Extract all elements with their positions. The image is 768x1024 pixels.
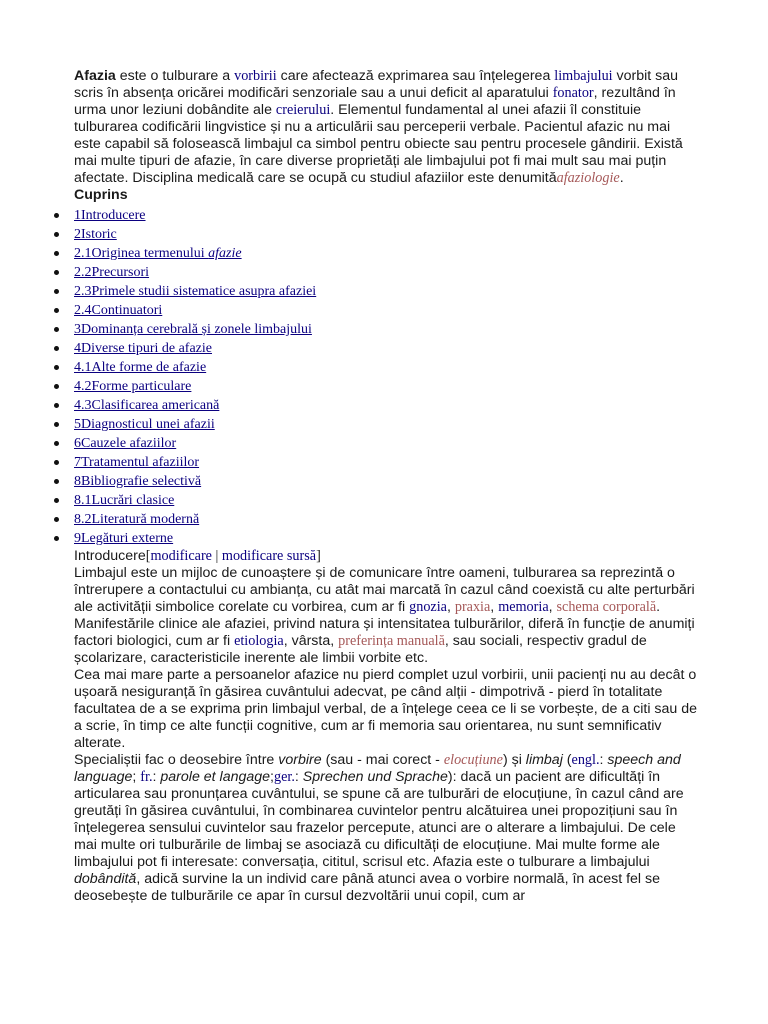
toc-link[interactable] — [74, 474, 201, 489]
toc-item — [74, 529, 698, 548]
text-run: (sau - mai corect - — [321, 752, 444, 768]
link-elocutiune[interactable]: elocuțiune — [443, 752, 503, 768]
toc-link-label: 8.1Lucrări clasice — [74, 493, 175, 508]
edit-bracket: ] — [316, 548, 321, 564]
text-run: Specialiștii fac o deosebire între — [74, 752, 279, 768]
toc-link[interactable] — [74, 360, 206, 375]
bullet-icon — [54, 213, 59, 218]
text-run: . Elementul fundamental al unei afazii îl constituie tulburarea codificării lingvistice și nu a articulării sau perceperii verbale. Pacientul afazic nu mai este capabil să folosească limbajul ca simbol pentru obiecte sau pentru procesele gândirii. Există mai multe tipuri de afazie, în care diverse proprietăți ale limbajului pot fi mai mult sau mai puțin afectate. Disciplina medicală care se ocupă cu studiul afaziilor este denumită — [74, 102, 683, 186]
toc-item — [74, 282, 698, 301]
text-run: vorbit sau scris în absența oricărei modificări senzoriale sau a unui deficit al aparatului — [74, 68, 679, 101]
toc-link-label: 3Dominanța cerebrală și zonele limbajului — [74, 322, 312, 337]
toc-link-label: 4.2Forme particulare — [74, 379, 192, 394]
link-schema-corporala[interactable]: schema corporală — [556, 599, 657, 615]
link-memoria[interactable]: memoria — [498, 599, 549, 615]
toc-link[interactable] — [74, 322, 312, 337]
section-heading-introducere — [74, 548, 698, 565]
toc-link-label: 2.3Primele studii sistematice asupra afaziei — [74, 284, 317, 299]
link-engl[interactable]: engl. — [571, 752, 600, 768]
link-vorbirii[interactable]: vorbirii — [234, 68, 277, 84]
article-body — [74, 68, 698, 905]
toc-link[interactable] — [74, 512, 199, 527]
text-run: care afectează exprimarea sau înțelegerea — [276, 68, 555, 84]
toc-link[interactable] — [74, 417, 215, 432]
bullet-icon — [54, 460, 59, 465]
toc-item — [74, 301, 698, 320]
toc-link[interactable] — [74, 379, 191, 394]
toc-link-label: 9Legături externe — [74, 531, 174, 546]
italic-term: dobândită — [74, 871, 137, 887]
link-afaziologie[interactable]: afaziologie — [556, 170, 620, 186]
toc-link-label: 2Istoric — [74, 227, 117, 242]
text-run: . — [619, 170, 624, 186]
toc-item — [74, 320, 698, 339]
link-fonator[interactable]: fonator — [552, 85, 594, 101]
italic-term: Sprechen und Sprache — [302, 769, 448, 785]
text-run: , rezultând în urma unor leziuni dobândite ale — [74, 85, 676, 118]
bullet-icon — [54, 365, 59, 370]
toc-link-label: 4Diverse tipuri de afazie — [74, 341, 212, 356]
text-run: ( — [562, 752, 572, 768]
text-run: : — [294, 769, 303, 785]
toc-link[interactable] — [74, 493, 174, 508]
toc-item — [74, 225, 698, 244]
link-gnozia[interactable]: gnozia — [409, 599, 447, 615]
text-run: , — [446, 599, 455, 615]
table-of-contents — [74, 206, 698, 548]
toc-link-label: 2.2Precursori — [74, 265, 150, 280]
toc-item — [74, 510, 698, 529]
intro-paragraph-2: Cea mai mare parte a persoanelor afazice nu pierd complet uzul vorbirii, unii pacienți nu au decât o ușoară nesiguranță în găsirea cuvântului adecvat, pe când alții - dimpotrivă - pierd în totalitate facultatea de a se exprima prin limbajul verbal, de a înțelege ceea ce li se vorbește, de a citi sau de a scrie, în timp ce alte funcții cognitive, cum ar fi memoria sau orientarea, nu sunt semnificativ alterate. — [74, 667, 698, 751]
text-run: : — [599, 752, 608, 768]
intro-paragraph-1 — [74, 565, 698, 667]
toc-link-label: 2.4Continuatori — [74, 303, 163, 318]
toc-link[interactable] — [74, 455, 199, 470]
toc-link-label: 4.3Clasificarea americană — [74, 398, 220, 413]
text-run: , adică survine la un individ care până atunci avea o vorbire normală, în acest fel se deosebește de tulburările ce apar în cursul dezvoltării unui copil, cum ar — [74, 871, 660, 904]
bullet-icon — [54, 384, 59, 389]
toc-item — [74, 491, 698, 510]
toc-link[interactable] — [74, 303, 162, 318]
bullet-icon — [54, 251, 59, 256]
edit-source-link[interactable]: modificare sursă — [221, 548, 317, 564]
intro-paragraph-3 — [74, 752, 698, 905]
bullet-icon — [54, 403, 59, 408]
text-run: : — [152, 769, 161, 785]
toc-link-label: 2.1Originea termenului — [74, 246, 209, 261]
toc-link[interactable] — [74, 284, 316, 299]
text-run: ): dacă un pacient are dificultăți în articularea sau pronunțarea cuvântului, se spune că are tulburări de elocuțiune, în cazul când are greutăți în găsirea cuvântului, în combinarea cuvintelor pentru alcătuirea unei propozițiuni sau în înțelegerea sensului cuvintelor sau frazelor percepute, atunci are o alterare a limbajului. De cele mai multe ori tulburările de limbaj se asociază cu dificultăți de elocuțiune. Mai multe forme ale limbajului pot fi interesate: conversația, cititul, scrisul etc. Afazia este o tulburare a limbajului — [74, 769, 684, 870]
text-run: ) și — [502, 752, 526, 768]
toc-item — [74, 206, 698, 225]
bullet-icon — [54, 536, 59, 541]
toc-item — [74, 415, 698, 434]
link-praxia[interactable]: praxia — [454, 599, 491, 615]
italic-term: vorbire — [278, 752, 322, 768]
link-creierului[interactable]: creierului — [275, 102, 331, 118]
toc-link[interactable] — [74, 208, 146, 223]
bullet-icon — [54, 441, 59, 446]
toc-link[interactable] — [74, 246, 242, 261]
toc-link[interactable] — [74, 436, 176, 451]
edit-link[interactable]: modificare — [150, 548, 212, 564]
toc-link-label: 7Tratamentul afaziilor — [74, 455, 200, 470]
link-etiologia[interactable]: etiologia — [234, 633, 284, 649]
link-ger[interactable]: ger. — [274, 769, 295, 785]
toc-link-label: 4.1Alte forme de afazie — [74, 360, 207, 375]
toc-item — [74, 244, 698, 263]
bullet-icon — [54, 346, 59, 351]
article-term: Afazia — [74, 68, 116, 84]
bullet-icon — [54, 422, 59, 427]
toc-item — [74, 339, 698, 358]
toc-item — [74, 377, 698, 396]
lead-paragraph — [74, 68, 698, 187]
toc-item — [74, 434, 698, 453]
toc-link-label: 6Cauzele afaziilor — [74, 436, 177, 451]
toc-link-label: 1Introducere — [74, 208, 146, 223]
edit-bracket: [ — [145, 548, 151, 564]
text-run: , vârsta, — [283, 633, 339, 649]
italic-term: speech and language — [74, 752, 681, 785]
toc-title: Cuprins — [74, 187, 128, 203]
text-run: . Manifestările clinice ale afaziei, privind natura și intensitatea tulburărilor, diferă în funcție de anumiți factori biologici, cum ar fi — [74, 599, 695, 649]
toc-link-label: 8.2Literatură modernă — [74, 512, 200, 527]
link-preferinta-manuala[interactable]: preferința manuală — [338, 633, 445, 649]
bullet-icon — [54, 479, 59, 484]
text-run: Limbajul este un mijloc de cunoaștere și de comunicare între oameni, tulburarea sa reprezintă o întrerupere a contactului cu ambianța, cu atât mai marcată în cazul când coexistă cu alte perturbări ale activității simbolice corelate cu vorbirea, cum ar fi — [74, 565, 695, 615]
bullet-icon — [54, 308, 59, 313]
bullet-icon — [54, 327, 59, 332]
link-fr[interactable]: fr. — [140, 769, 153, 785]
bullet-icon — [54, 232, 59, 237]
toc-item — [74, 396, 698, 415]
bullet-icon — [54, 289, 59, 294]
toc-link[interactable] — [74, 531, 173, 546]
edit-separator: | — [211, 548, 222, 564]
toc-item — [74, 263, 698, 282]
toc-link-label: 5Diagnosticul unei afazii — [74, 417, 215, 432]
toc-link[interactable] — [74, 265, 149, 280]
bullet-icon — [54, 498, 59, 503]
italic-term: limbaj — [525, 752, 563, 768]
section-title: Introducere — [74, 548, 146, 564]
text-run: , sau sociali, respectiv gradul de școlarizare, caracteristicile inerente ale limbii vorbite etc. — [74, 633, 647, 666]
toc-item — [74, 358, 698, 377]
toc-link-italic: afazie — [208, 246, 242, 261]
toc-item — [74, 453, 698, 472]
bullet-icon — [54, 270, 59, 275]
text-run: este o tulburare a — [115, 68, 235, 84]
link-limbajului[interactable]: limbajului — [554, 68, 613, 84]
toc-item — [74, 472, 698, 491]
italic-term: parole et langage — [160, 769, 271, 785]
text-run: , — [548, 599, 557, 615]
text-run: ; — [270, 769, 274, 785]
bullet-icon — [54, 517, 59, 522]
toc-link[interactable] — [74, 398, 219, 413]
toc-link-label: 8Bibliografie selectivă — [74, 474, 202, 489]
toc-link[interactable] — [74, 341, 212, 356]
text-run: , — [490, 599, 499, 615]
toc-link[interactable] — [74, 227, 117, 242]
text-run: ; — [132, 769, 141, 785]
